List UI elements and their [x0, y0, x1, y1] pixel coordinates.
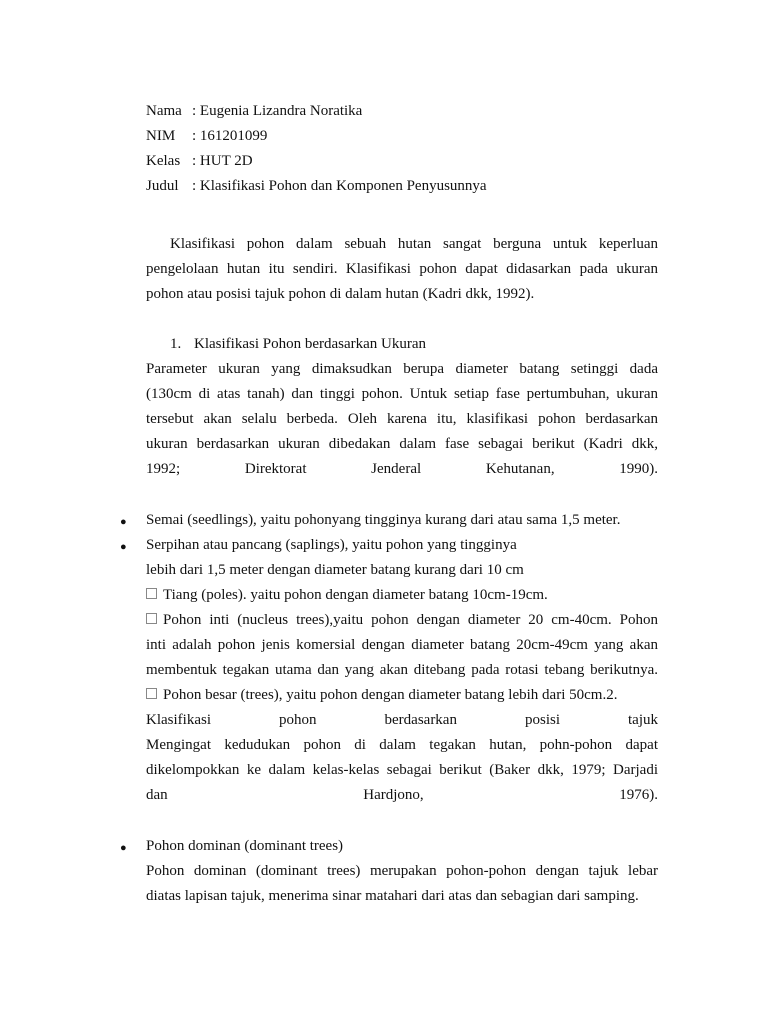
section1-line-5: 1992; Direktorat Jenderal Kehutanan, 1990).: [146, 461, 658, 477]
intro-line-3: pohon atau posisi tajuk pohon di dalam hutan (Kadri dkk, 1992).: [146, 286, 535, 302]
nama-label: Nama: [146, 103, 182, 119]
item-besar: [146, 685, 617, 705]
item-inti-line-1: [146, 610, 658, 630]
item-tiang: [146, 585, 548, 605]
dominan-line-2: diatas lapisan tajuk, menerima sinar matahari dari atas dan sebagian dari samping.: [146, 888, 639, 904]
nim-value: : 161201099: [192, 128, 268, 144]
bullet-dot-icon: ●: [120, 541, 127, 553]
intro-line-1: Klasifikasi pohon dalam sebuah hutan sangat berguna untuk keperluan: [170, 236, 658, 252]
kelas-value: : HUT 2D: [192, 153, 253, 169]
dominan-line-1: Pohon dominan (dominant trees) merupakan pohon-pohon dengan tajuk lebar: [146, 863, 658, 879]
checkbox-glyph-icon: [146, 688, 157, 699]
item-inti-line-3: membentuk tegakan utama dan yang akan ditebang pada rotasi tebang berikutnya.: [146, 662, 658, 678]
section2-heading: Klasifikasi pohon berdasarkan posisi tajuk: [146, 712, 658, 728]
section1-number: 1.: [170, 336, 182, 352]
nim-label: NIM: [146, 128, 176, 144]
section1-line-3: tersebut akan selalu berbeda. Oleh karena itu, klasifikasi pohon berdasarkan: [146, 411, 658, 427]
item-inti-text-1: Pohon inti (nucleus trees),yaitu pohon dengan diameter 20 cm-40cm. Pohon: [163, 612, 658, 628]
item-inti-line-2: inti adalah pohon jenis komersial dengan diameter batang 20cm-49cm yang akan: [146, 637, 658, 653]
bullet-dot-icon: ●: [120, 516, 127, 528]
bullet-semai: Semai (seedlings), yaitu pohonyang tingginya kurang dari atau sama 1,5 meter.: [146, 512, 621, 528]
judul-label: Judul: [146, 178, 179, 194]
kelas-label: Kelas: [146, 153, 181, 169]
bullet-serpihan-line-1: Serpihan atau pancang (saplings), yaitu pohon yang tingginya: [146, 537, 517, 553]
item-tiang-text: Tiang (poles). yaitu pohon dengan diameter batang 10cm-19cm.: [163, 587, 548, 603]
bullet-serpihan-line-2: lebih dari 1,5 meter dengan diameter batang kurang dari 10 cm: [146, 562, 524, 578]
section2-line-3: dan Hardjono, 1976).: [146, 787, 658, 803]
intro-line-2: pengelolaan hutan itu sendiri. Klasifikasi pohon dapat didasarkan pada ukuran: [146, 261, 658, 277]
section1-line-1: Parameter ukuran yang dimaksudkan berupa diameter batang setinggi dada: [146, 361, 658, 377]
dominan-title: Pohon dominan (dominant trees): [146, 838, 344, 854]
section2-line-1: Mengingat kedudukan pohon di dalam tegakan hutan, pohn-pohon dapat: [146, 737, 658, 753]
nama-value: : Eugenia Lizandra Noratika: [192, 103, 363, 119]
section2-line-2: dikelompokkan ke dalam kelas-kelas sebagai berikut (Baker dkk, 1979; Darjadi: [146, 762, 658, 778]
judul-value: : Klasifikasi Pohon dan Komponen Penyusunnya: [192, 178, 487, 194]
section1-line-2: (130cm di atas tanah) dan tinggi pohon. Untuk setiap fase pertumbuhan, ukuran: [146, 386, 658, 402]
bullet-dot-icon: ●: [120, 842, 127, 854]
item-besar-text: Pohon besar (trees), yaitu pohon dengan diameter batang lebih dari 50cm.2.: [163, 687, 618, 703]
section1-line-4: ukuran berdasarkan ukuran dibedakan dalam fase sebagai berikut (Kadri dkk,: [146, 436, 658, 452]
checkbox-glyph-icon: [146, 613, 157, 624]
section1-title: Klasifikasi Pohon berdasarkan Ukuran: [194, 336, 427, 352]
checkbox-glyph-icon: [146, 588, 157, 599]
